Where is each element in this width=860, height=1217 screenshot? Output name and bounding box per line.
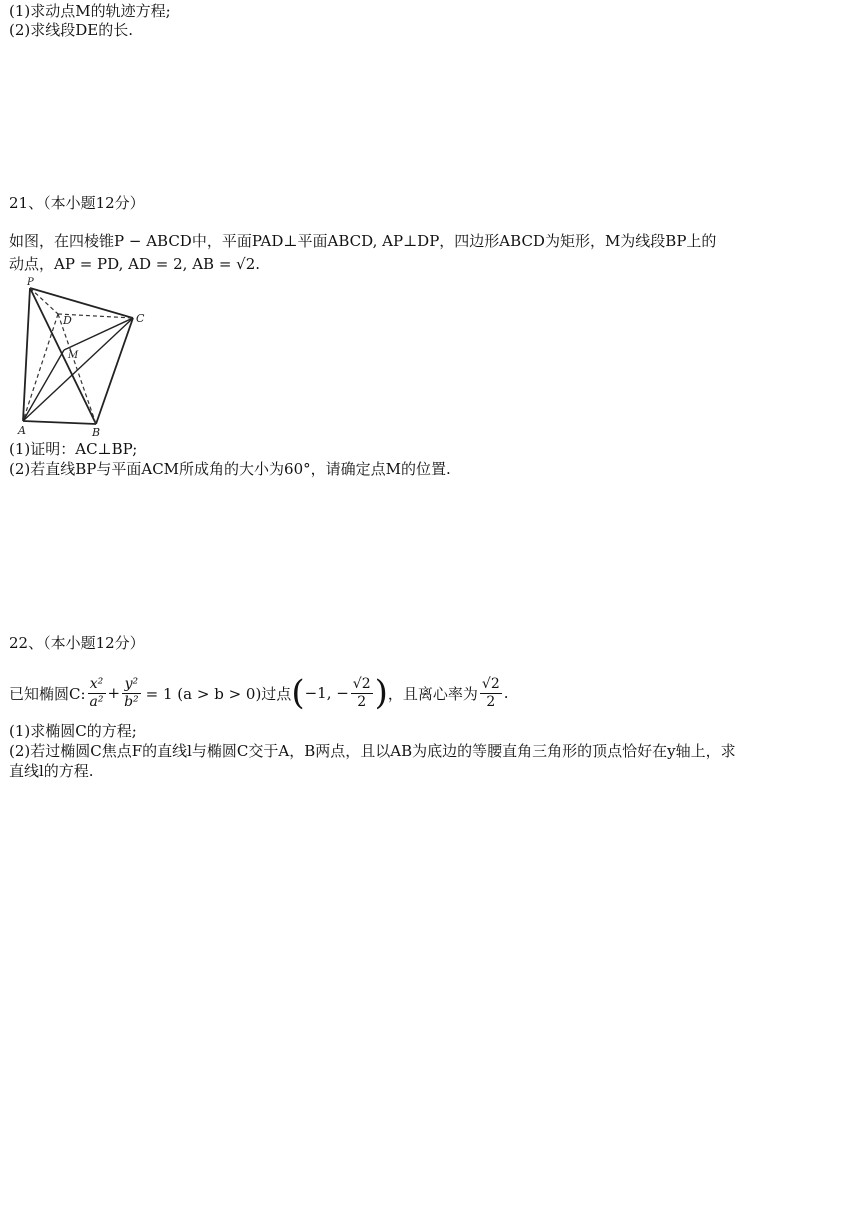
q21-part2: (2)若直线BP与平面ACM所成角的大小为60°，请确定点M的位置. <box>9 460 451 478</box>
equation-condition: = 1 (a > b > 0)过点 <box>145 684 292 703</box>
plus-sign: + <box>107 684 121 702</box>
after-point-text: ，且离心率为 <box>387 684 478 703</box>
q22-heading: 22、（本小题12分） <box>9 634 145 652</box>
label-a: A <box>18 424 26 437</box>
q22-part2-line2: 直线l的方程. <box>9 762 94 780</box>
frac4-numerator: √2 <box>481 675 500 692</box>
pyramid-figure <box>6 276 156 440</box>
q21-heading: 21、（本小题12分） <box>9 194 145 212</box>
label-d: D <box>63 314 72 327</box>
frac4-denominator: 2 <box>486 693 496 710</box>
q22-part1: (1)求椭圆C的方程; <box>9 722 137 740</box>
frac3-denominator: 2 <box>357 693 367 710</box>
frac1-numerator: x² <box>88 676 106 694</box>
frac2-denominator: b² <box>124 693 139 710</box>
q20-part2: (2)求线段DE的长. <box>9 21 133 39</box>
q20-part1: (1)求动点M的轨迹方程; <box>9 2 171 20</box>
stem-end: . <box>503 684 509 702</box>
fraction-x2-a2 <box>88 676 106 711</box>
fraction-sqrt2-2-point <box>351 676 373 711</box>
q21-part1: (1)证明：AC⊥BP; <box>9 440 138 458</box>
q22-part2-line1: (2)若过椭圆C焦点F的直线l与椭圆C交于A，B两点，且以AB为底边的等腰直角三角形的顶点恰好在y轴上，求 <box>9 742 736 760</box>
q21-stem-line1: 如图，在四棱锥P − ABCD中，平面PAD⊥平面ABCD, AP⊥DP，四边形ABCD为矩形，M为线段BP上的 <box>9 232 717 250</box>
frac3-numerator: √2 <box>352 675 371 692</box>
label-c: C <box>136 312 145 325</box>
fraction-sqrt2-2-eccentricity <box>480 676 502 711</box>
label-m: M <box>68 350 79 361</box>
q22-stem-prefix: 已知椭圆C: <box>9 684 86 703</box>
left-paren: ( <box>291 673 305 713</box>
fraction-y2-b2 <box>122 676 141 711</box>
q21-stem-line2: 动点，AP = PD, AD = 2, AB = √2. <box>9 255 261 273</box>
label-p: P <box>27 277 34 288</box>
right-paren: ) <box>374 673 388 713</box>
frac1-denominator: a² <box>89 693 104 710</box>
label-b: B <box>92 426 101 439</box>
q22-stem <box>9 665 509 721</box>
frac2-numerator: y² <box>122 676 141 694</box>
point-coords: −1, − <box>304 684 349 702</box>
